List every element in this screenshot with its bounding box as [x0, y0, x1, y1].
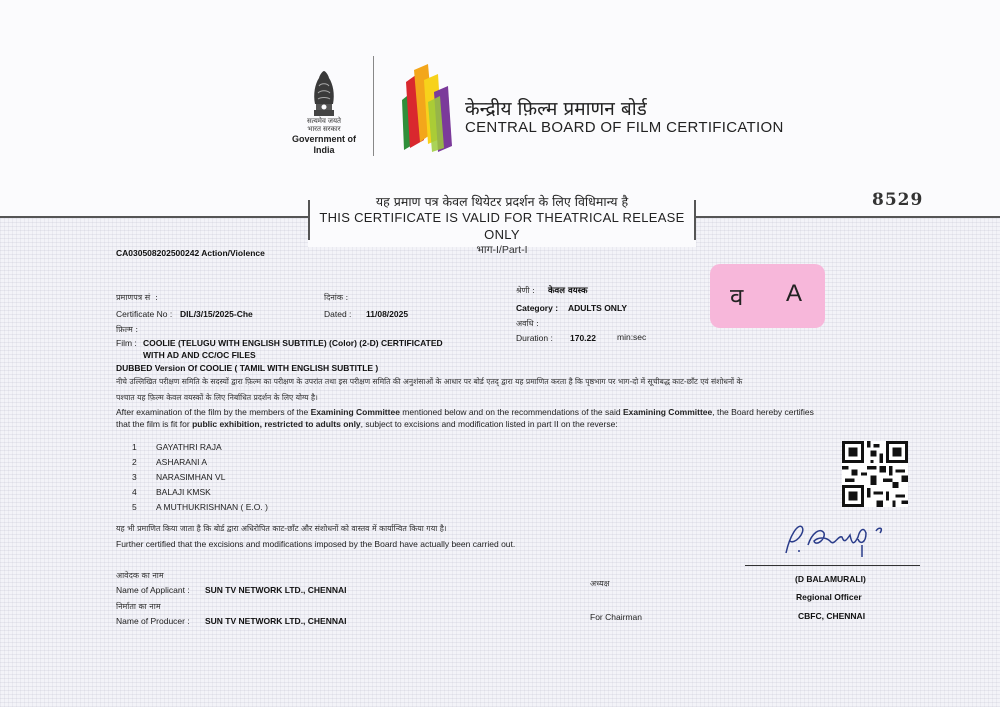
board-name-english: CENTRAL BOARD OF FILM CERTIFICATION — [465, 119, 784, 136]
serial-number: 8529 — [872, 190, 924, 210]
emblem-motto: सत्यमेव जयते — [306, 118, 342, 125]
category-value-hindi: केवल वयस्क — [548, 286, 588, 296]
para-hindi-2: पश्चात यह फ़िल्म केवल वयस्कों के लिए निर्बाधित प्रदर्शन के लिए योग्य है। — [116, 393, 318, 402]
film-title-line2: WITH AD AND CC/OC FILES — [143, 350, 256, 360]
certificate-page: सत्यमेव जयते भारत सरकार Government of India केन्द्रीय फ़िल्म प्रमाणन बोर्ड CENTRAL BOARD OF FILM CERTIFICATION यह प्रमाण पत्र केवल थियेटर प्रदर्शन के लिए विधिमान्य है THIS CERTIFICATE IS VALID FOR THEATRICAL RELEASE ONLY भाग-I/Part-I 8529 CA030508202500242 Action/Violence प्रमाणपत्र सं : Certificate No : DIL/3/15/2025-Che दिनांक : Dated : 11/08/2025 श्रेणी : केवल वयस्क Category : ADULTS ONLY अवधि : Duration : 170.22 min:sec व A फ़िल्म : Film : COOLIE (TELUGU WITH ENGLISH SUBTITLE) (Color) (2-D) CERTIFICATED WITH AD AND CC/OC FILES DUBBED Version Of COOLIE ( TAMIL WITH ENGLISH SUBTITLE ) नीचे उल्लिखित परीक्षण समिति के सदस्यों द्वारा फ़िल्म का परीक्षण के उपरांत तथा इस परीक्षण समिति की अनुशंसाओं के आधार पर बोर्ड एतद् द्वारा यह प्रमाणित करता है कि पृष्ठभाग पर भाग-दो में सूचीबद्ध काट-छाँट एवं संशोधनों के पश्चात यह फ़िल्म केवल वयस्कों के लिए निर्बाधित प्रदर्शन के लिए योग्य है। After examination of the film by the members of the Examining Committee mentioned below and on the recommendations of the said Examining Committee, the Board hereby certifies that the film is fit for public exhibition, restricted to adults only, subject to excisions and modification listed in part II on the reverse: 1 GAYATHRI RAJA 2 ASHARANI A 3 NARASIMHAN VL 4 BALAJI KMSK 5 A MUTHUKRISHNAN ( E.O. ) यह भी प्रमाणित किया जाता है कि बोर्ड द्वारा अधिरोपित काट-छाँट और संशोधनों को वास्तव में कार्यान्वित किया गया है। Further certified that the excisions and modifications imposed by the Board have actually been carried out. आवेदक का नाम Name of Applicant : SUN TV NETWORK LTD., CHENNAI निर्माता का नाम Name of Producer : SUN TV NETWORK LTD., CHENNAI अध्यक्ष For Chairman (D BALAMURALI) Regional Officer CBFC, CHENNAI — [0, 0, 1000, 707]
para-hindi-1: नीचे उल्लिखित परीक्षण समिति के सदस्यों द्वारा फ़िल्म का परीक्षण के उपरांत तथा इस परीक्षण समिति की अनुशंसाओं के आधार पर बोर्ड एतद् द्वारा यह प्रमाणित करता है कि पृष्ठभाग पर भाग-दो में सूचीबद्ध काट-छाँट एवं संशोधनों के — [116, 377, 743, 386]
dubbed-line: DUBBED Version Of COOLIE ( TAMIL WITH ENGLISH SUBTITLE ) — [116, 363, 379, 373]
applicant-label: Name of Applicant : — [116, 585, 190, 595]
banner-part: भाग-I/Part-I — [476, 244, 528, 256]
reference-line: CA030508202500242 Action/Violence — [116, 248, 265, 258]
cert-no-label-hindi: प्रमाणपत्र सं : — [116, 293, 158, 302]
applicant-label-hindi: आवेदक का नाम — [116, 571, 164, 580]
producer-value: SUN TV NETWORK LTD., CHENNAI — [205, 616, 347, 626]
category-label-hindi: श्रेणी : — [516, 286, 535, 295]
national-emblem — [288, 66, 360, 156]
rule-left — [0, 216, 308, 218]
qr-code-icon — [842, 441, 908, 507]
banner-bracket-right — [694, 200, 696, 240]
producer-label-hindi: निर्माता का नाम — [116, 602, 161, 611]
cbfc-logo-icon — [400, 62, 458, 154]
rating-hindi: व — [730, 283, 744, 311]
film-label-hindi: फ़िल्म : — [116, 325, 139, 334]
para-english-2: that the film is fit for public exhibition, restricted to adults only, subject to excisions and modification listed in part II on the reverse: — [116, 419, 618, 429]
para-hindi-3: यह भी प्रमाणित किया जाता है कि बोर्ड द्वारा अधिरोपित काट-छाँट और संशोधनों को वास्तव में कार्यान्वित किया गया है। — [116, 524, 447, 533]
banner-english: THIS CERTIFICATE IS VALID FOR THEATRICAL RELEASE ONLY — [319, 210, 685, 242]
banner-hindi: यह प्रमाण पत्र केवल थियेटर प्रदर्शन के लिए विधिमान्य है — [375, 194, 629, 209]
duration-unit: min:sec — [617, 332, 647, 342]
officer-title: Regional Officer — [796, 592, 862, 602]
applicant-value: SUN TV NETWORK LTD., CHENNAI — [205, 585, 347, 595]
duration-label-hindi: अवधि : — [516, 319, 539, 328]
rating-badge — [710, 264, 825, 328]
category-value: ADULTS ONLY — [568, 303, 628, 313]
duration-label: Duration : — [516, 333, 553, 343]
date-label-hindi: दिनांक : — [324, 293, 349, 302]
date-value: 11/08/2025 — [366, 309, 409, 319]
duration-value: 170.22 — [570, 333, 596, 343]
signature-line — [745, 565, 920, 566]
rule-right — [696, 216, 1000, 218]
validity-banner — [308, 194, 696, 256]
category-label: Category : — [516, 303, 559, 313]
officer-name: (D BALAMURALI) — [795, 574, 866, 584]
banner-bracket-left — [308, 200, 310, 240]
producer-label: Name of Producer : — [116, 616, 190, 626]
para-english-1: After examination of the film by the members of the Examining Committee mentioned below and on the recommendations of the said Examining Committee, the Board hereby certifies — [116, 407, 814, 417]
cert-no-value: DIL/3/15/2025-Che — [180, 309, 253, 319]
film-label: Film : — [116, 338, 137, 348]
cert-no-label: Certificate No : — [116, 309, 173, 319]
emblem-goi: Government of India — [291, 134, 356, 155]
date-label: Dated : — [324, 309, 352, 319]
header-divider — [373, 56, 374, 156]
chairman-label: For Chairman — [590, 612, 642, 622]
emblem-bharat: भारत सरकार — [307, 126, 341, 133]
film-title-line1: COOLIE (TELUGU WITH ENGLISH SUBTITLE) (Color) (2-D) CERTIFICATED — [143, 338, 443, 348]
para-english-3: Further certified that the excisions and modifications imposed by the Board have actually been carried out. — [116, 539, 516, 549]
lion-capital-icon — [306, 66, 342, 118]
chairman-label-hindi: अध्यक्ष — [590, 579, 610, 588]
rating-english: A — [786, 280, 803, 307]
board-name-hindi: केन्द्रीय फ़िल्म प्रमाणन बोर्ड — [465, 98, 647, 120]
officer-place: CBFC, CHENNAI — [798, 611, 866, 621]
signature-icon — [780, 515, 890, 561]
